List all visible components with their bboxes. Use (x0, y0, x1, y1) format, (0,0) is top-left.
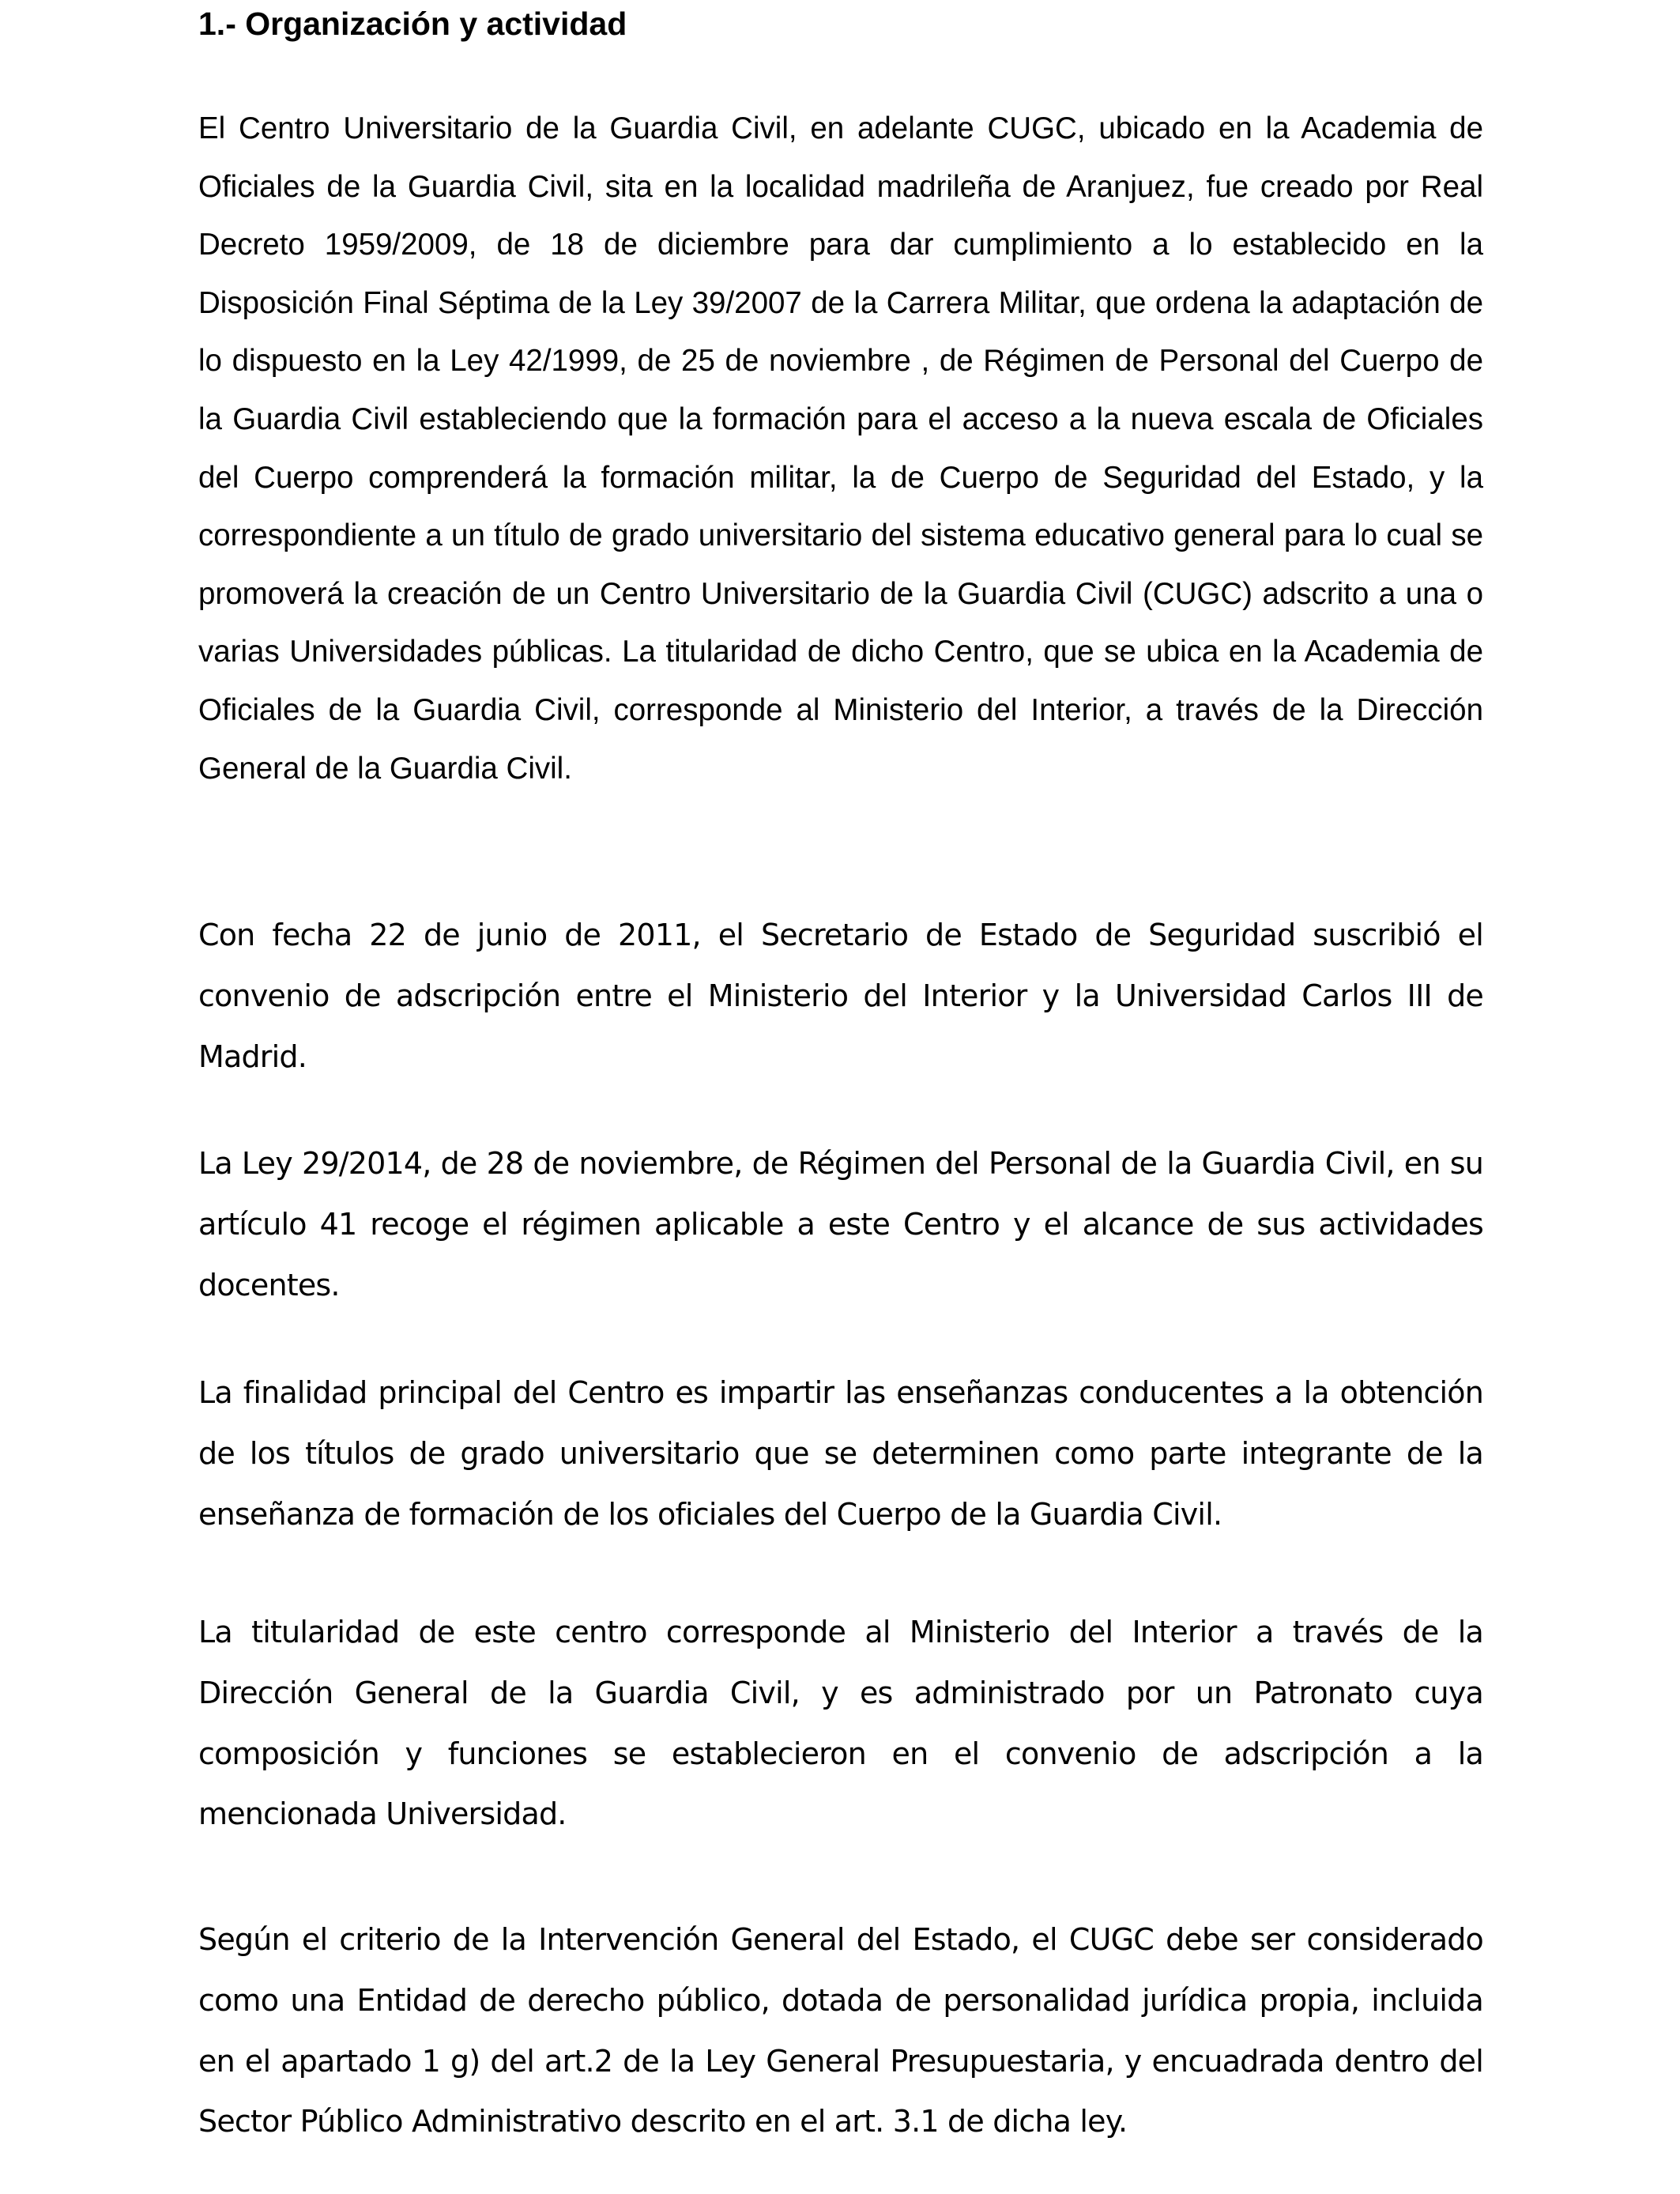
paragraph-main-purpose: La finalidad principal del Centro es impartir las enseñanzas conducentes a la obtención de los títulos de grado universitario que se determinen como parte integrante de la enseñanza de formación de los oficiales del Cuerpo de la Guardia Civil. (198, 1375, 1483, 1532)
section-heading: 1.- Organización y actividad (198, 6, 627, 42)
paragraph-cugc-creation: El Centro Universitario de la Guardia Civil, en adelante CUGC, ubicado en la Academia de Oficiales de la Guardia Civil, sita en la localidad madrileña de Aranjuez, fue creado por Real Decreto 1959/2009, de 18 de diciembre para dar cumplimiento a lo establecido en la Disposición Final Séptima de la Ley 39/2007 de la Carrera Militar, que ordena la adaptación de lo dispuesto en la Ley 42/1999, de 25 de noviembre , de Régimen de Personal del Cuerpo de la Guardia Civil estableciendo que la formación para el acceso a la nueva escala de Oficiales del Cuerpo comprenderá la formación militar, la de Cuerpo de Seguridad del Estado, y la correspondiente a un título de grado universitario del sistema educativo general para lo cual se promoverá la creación de un Centro Universitario de la Guardia Civil (CUGC) adscrito a una o varias Universidades públicas. La titularidad de dicho Centro, que se ubica en la Academia de Oficiales de la Guardia Civil, corresponde al Ministerio del Interior, a través de la Dirección General de la Guardia Civil. (198, 111, 1483, 786)
paragraph-legal-nature: Según el criterio de la Intervención General del Estado, el CUGC debe ser considerado como una Entidad de derecho público, dotada de personalidad jurídica propia, incluida en el apartado 1 g) del art.2 de la Ley General Presupuestaria, y encuadrada dentro del Sector Público Administrativo descrito en el art. 3.1 de dicha ley. (198, 1922, 1483, 2139)
paragraph-ownership-patronato: La titularidad de este centro corresponde al Ministerio del Interior a través de la Dirección General de la Guardia Civil, y es administrado por un Patronato cuya composición y funciones se establecieron en el convenio de adscripción a la mencionada Universidad. (198, 1615, 1483, 1832)
paragraph-adscription-agreement: Con fecha 22 de junio de 2011, el Secretario de Estado de Seguridad suscribió el convenio de adscripción entre el Ministerio del Interior y la Universidad Carlos III de Madrid. (198, 918, 1483, 1074)
paragraph-ley-29-2014: La Ley 29/2014, de 28 de noviembre, de Régimen del Personal de la Guardia Civil, en su artículo 41 recoge el régimen aplicable a este Centro y el alcance de sus actividades docentes. (198, 1146, 1483, 1302)
